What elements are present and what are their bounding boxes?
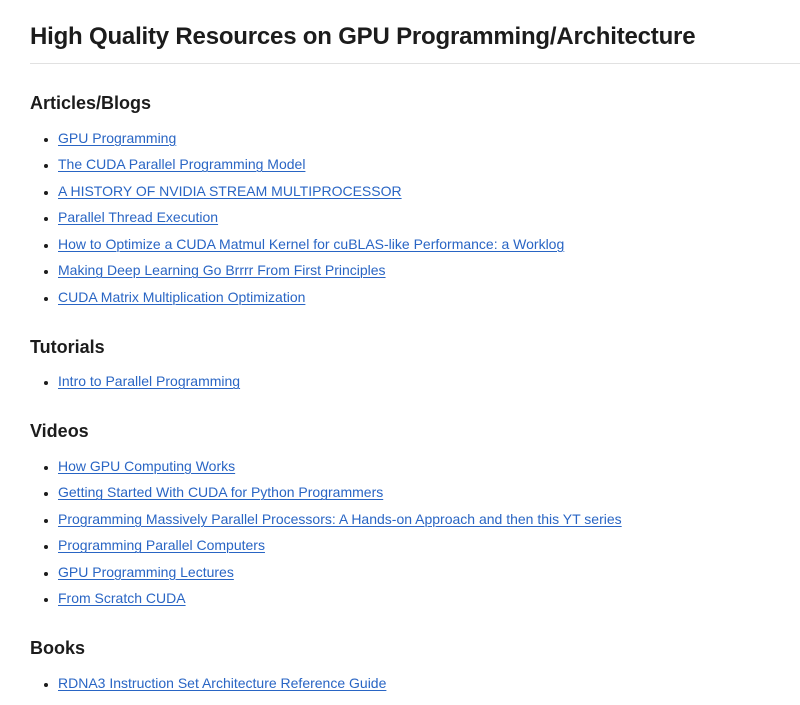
list-item [58,509,800,530]
list-item [58,588,800,609]
section-heading-articles-blogs: Articles/Blogs [30,93,152,113]
link-gpu-programming-lectures[interactable]: GPU Programming Lectures [58,563,234,580]
list-item [58,260,800,281]
list-item [58,154,800,175]
link-optimize-cuda-matmul-kernel[interactable]: How to Optimize a CUDA Matmul Kernel for cuBLAS-like Performance: a Worklog [58,235,565,252]
link-how-gpu-computing-works[interactable]: How GPU Computing Works [58,457,236,474]
section-heading-videos: Videos [30,421,89,442]
list-item [58,128,800,149]
list-item [58,234,800,255]
section-heading-books: Books [30,638,86,659]
section-tutorials [30,337,800,393]
section-heading-tutorials: Tutorials [30,336,105,357]
section-articles-blogs [30,93,800,308]
link-parallel-thread-execution[interactable]: Parallel Thread Execution [58,209,219,226]
list-item [58,287,800,308]
list-item [58,456,800,477]
link-from-scratch-cuda[interactable]: From Scratch CUDA [58,590,186,607]
link-gpu-programming[interactable]: GPU Programming [58,129,177,146]
list-item [58,181,800,202]
page-title: High Quality Resources on GPU Programming/Architecture [30,22,800,64]
section-videos [30,421,800,609]
link-programming-parallel-computers[interactable]: Programming Parallel Computers [58,537,265,554]
list-item [58,673,800,694]
link-getting-started-cuda-python[interactable]: Getting Started With CUDA for Python Programmers [58,484,384,501]
link-rdna3-isa-reference-guide[interactable]: RDNA3 Instruction Set Architecture Reference Guide [58,674,387,691]
link-cuda-parallel-programming-model[interactable]: The CUDA Parallel Programming Model [58,156,306,173]
link-making-deep-learning-go-brrrr[interactable]: Making Deep Learning Go Brrrr From First Principles [58,262,386,279]
list-item [58,562,800,583]
list-item [58,482,800,503]
list-item [58,207,800,228]
section-books [30,638,800,694]
tutorials-link-list [30,371,800,392]
link-intro-to-parallel-programming[interactable]: Intro to Parallel Programming [58,373,241,390]
list-item [58,535,800,556]
videos-link-list [30,456,800,610]
link-programming-massively-parallel-processors[interactable]: Programming Massively Parallel Processors: A Hands-on Approach and then this YT series [58,510,622,527]
books-link-list [30,673,800,694]
list-item [58,371,800,392]
link-history-nvidia-stream-multiprocessor[interactable]: A HISTORY OF NVIDIA STREAM MULTIPROCESSOR [58,182,402,199]
articles-blogs-link-list [30,128,800,308]
link-cuda-matrix-multiplication-optimization[interactable]: CUDA Matrix Multiplication Optimization [58,288,306,305]
